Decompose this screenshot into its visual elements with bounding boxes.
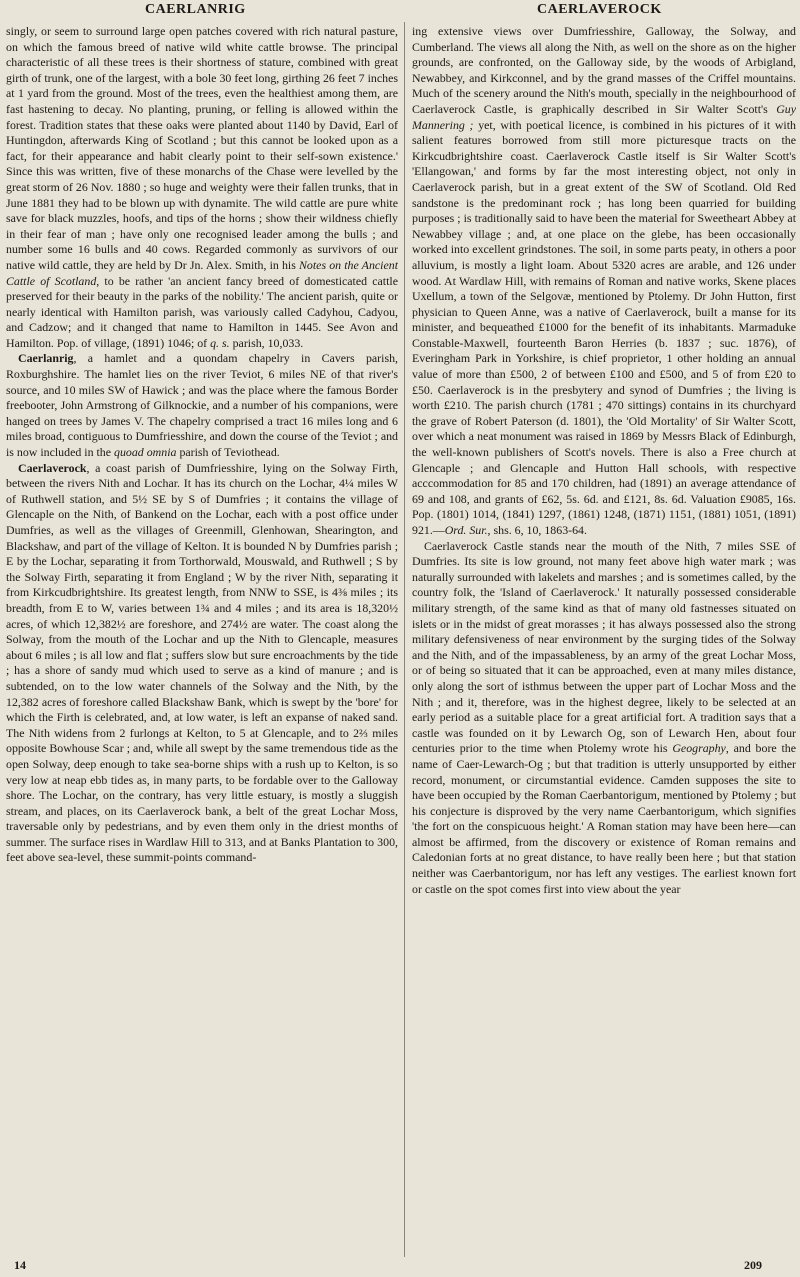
column-divider [404,22,405,1257]
paragraph-castle: Caerlaverock Castle stands near the mouth of the Nith, 7 miles SSE of Dumfries. Its site is low ground, not many feet above high water mark ; was naturally surrounded with lakelets and marshes ; and is sometimes called, by the country folk, the 'Island of Caerlaverock.' It naturally possessed considerable military strength, of the same kind as that of many old fastnesses situated on islets or in the midst of great morasses ; it has always possessed also the strong military defensiveness of near environment by the surging tides of the Solway and the Nith, and of the impassableness, by an army of the great Lochar Moss, or of being so situated that it can be approached, even at many miles distance, only along the sort of isthmus between the upper part of Lochar Moss and the Nith ; and it, therefore, was in the highest degree, likely to be selected at an early period as a suitable place for a great artificial fort. A tradition says that a castle was founded on it by Lewarch Og, son of Lewarch Hen, about four centuries prior to the time when Ptolemy wrote his Geography, and bore the name of Caer-Lewarch-Og ; but that tradition is utterly unsupported by either record, monument, or circumstantial evidence. Camden supposes the site to have been occupied by the Roman Caerbantorigum, mentioned by Ptolemy ; but his conjecture is disproved by the very name Caerbantorigum, which signifies 'the fort on the conspicuous height.' A Roman station may have been here—can almost be affirmed, from the discovery or existence of Roman remains and Caledonian forts at no great distance, to have really been here ; but that station neither was Caerbantorigum, nor has left any vestiges. The earliest known fort or castle on the spot comes first into view about the year [412,538,796,896]
entry-heading: Caerlanrig [18,351,74,366]
header-left: CAERLANRIG [145,2,246,17]
header-right: CAERLAVEROCK [537,2,662,17]
page-number-left: 14 [14,1258,26,1272]
entry-heading: Caerlaverock [18,460,87,475]
paragraph-caerlaverock-cont: ing extensive views over Dumfriesshire, Galloway, the Solway, and Cumberland. The views all along the Nith, as well on the shore as on the higher grounds, are confronted, on the Galloway side, by the woods of Arbigland, Newabbey, and Kirkconnel, and by the grand masses of the Criffel mountains. Much of the scenery around the Nith's mouth, specially in the neighbourhood of Caerlaverock Castle, is graphically described in Sir Walter Scott's Guy Mannering ; yet, with poetical licence, is combined in his pictures of it with salient features borrowed from still more picturesque tracts on the Kirkcudbrightshire coast. Caerlaverock Castle itself is Sir Walter Scott's 'Ellangowan,' and forms by far the most interesting object, not only in Caerlaverock parish, but in a great extent of the SW of Scotland. Old Red sandstone is the predominant rock ; has long been quarried for building purposes ; is traditionally said to have been the material for Sweetheart Abbey at Newabbey village ; and, at one place on the glebe, has been occasionally worked into excellent grindstones. The soil, in some parts peaty, in others a poor alluvium, is mostly a light loam. About 5320 acres are arable, and 126 under wood. At Wardlaw Hill, with remains of Roman and native works, Skene places Uxellum, a town of the Selgovæ, mentioned by Ptolemy. Dr John Hutton, first physician to Queen Anne, was a native of Caerlaverock, built a manse for its minister, and bequeathed £1000 for the benefit of its inhabitants. Marmaduke Constable-Maxwell, fourteenth Baron Herries (b. 1837 ; suc. 1876), of Everingham Park in Yorkshire, is chief proprietor, 1 other holding an annual value of more than £500, 2 of between £100 and £500, and 5 of from £20 to £50. Caerlaverock is in the presbytery and synod of Dumfries ; the living is worth £210. The parish church (1781 ; 470 sittings) contains in its churchyard the grave of Robert Paterson (d. 1801), the 'Old Mortality' of Sir Walter Scott, over which a neat monument was raised in 1869 by Messrs Black of Edinburgh, the well-known publishers of Scott's novels. There is also a Free church at Glencaple ; and Glencaple and Hutton Hall schools, with respective acccommodation for 85 and 170 children, had (1891) an average attendance of 69 and 108, and grants of £62, 5s. 6d. and £121, 8s. 6d. Valuation £9085, 16s. Pop. (1801) 1014, (1841) 1297, (1861) 1248, (1871) 1151, (1881) 1051, (1891) 921.—Ord. Sur., shs. 6, 10, 1863-64. [412,24,796,537]
right-column [412,24,796,1256]
paragraph-chillingham: singly, or seem to surround large open patches covered with rich natural pasture, on which the famous breed of native wild white cattle browse. The principal characteristic of all these trees is their shortness of stature, combined with great girth of trunk, one of the largest, with a bole 30 feet long, girthing 26 feet 7 inches at 1 yard from the ground. Most of the trees, even the healthiest among them, are fast hastening to decay. No planting, pruning, or felling is allowed within the forest. Tradition states that these oaks were planted about 1140 by David, Earl of Huntingdon, afterwards King of Scotland ; but this cannot be looked upon as a fact, for their appearance and habit clearly point to their self-sown existence.' Since this was written, five of these monarchs of the Chase were levelled by the great storm of 26 Nov. 1880 ; so huge and weighty were their fallen trunks, that in June 1881 they had to be blown up with dynamite. The wild cattle are pure white save for black muzzles, hoofs, and tips of the horns ; show their wildness chiefly in their fear of man ; have only one recognised leader among the bulls ; and number some 16 bulls and 40 cows. Regarded commonly as survivors of our native wild cattle, they are held by Dr Jn. Alex. Smith, in his Notes on the Ancient Cattle of Scotland, to be rather 'an ancient fancy breed of domesticated cattle preserved for their beauty in the parks of the nobility.' The ancient parish, quite or nearly identical with Hamilton parish, was variously called Cadyhou, Cadyou, and Cadzow; and it changed that name to Hamilton in 1445. See Avon and Hamilton. Pop. of village, (1891) 1046; of q. s. parish, 10,033. [6,24,398,350]
page-number-right: 209 [744,1258,762,1272]
left-column [6,24,398,1256]
running-header [0,0,800,22]
entry-caerlanrig: Caerlanrig, a hamlet and a quondam chapelry in Cavers parish, Roxburghshire. The hamlet lies on the river Teviot, 6 miles NE of that river's source, and 10 miles SW of Hawick ; and was the place where the famous Border freebooter, John Armstrong of Gilknockie, and a number of his companions, were hanged on trees by James V. The chapelry comprised a tract 16 miles long and 6 miles broad, contiguous to Dumfriesshire, and down the course of the Teviot ; and is now included in the quoad omnia parish of Teviothead. [6,351,398,460]
entry-caerlaverock: Caerlaverock, a coast parish of Dumfriesshire, lying on the Solway Firth, between the rivers Nith and Lochar. It has its church on the Lochar, 4¼ miles W of Ruthwell station, and 5½ SE by S of Dumfries ; it contains the village of Glencaple on the Nith, of Bankend on the Lochar, each with a post office under Dumfries, as well as the villages of Greenmill, Glenhowan, Shearington, and Blackshaw, and part of the village of Kelton. It is bounded N by Dumfries parish ; E by the Lochar, separating it from Torthorwald, Mouswald, and Ruthwell ; S by the Solway Firth, separating it from England ; W by the river Nith, separating it from Kirkcudbrightshire. Its greatest length, from NNW to SSE, is 4⅜ miles ; its breadth, from E to W, varies between 1¾ and 4 miles ; and its area is 18,320½ acres, of which 12,382½ are foreshore, and 274½ are water. The coast along the Solway, from the mouth of the Lochar and up the Nith to Glencaple, measures about 6 miles ; is all low and flat ; suffers slow but sure encroachments by the tide ; has a shore of sandy mud which used to serve as a kind of manure ; and is subtended, on to the low water channels of the Solway and the Nith, by the 12,382 acres of foreshore called Blackshaw Bank, which is swept by the 'bore' for which the Firth is celebrated, and, at low water, is left an expanse of naked sand. The Nith widens from 2 furlongs at Kelton, to 5 at Glencaple, and to 2⅔ miles opposite Bowhouse Scar ; and, while all swept by the same tremendous tide as the open Solway, deep enough to take sea-borne ships with a rush up to Kelton, is so very low at neap ebb tides as, in many parts, to be fordable over to the Galloway shore. The Lochar, on the contrary, has very little estuary, is mostly a sluggish stream, and places, on its Caerlaverock bank, a belt of the great Lochar Moss, traversable only by pedestrians, and by even them only in the driest months of summer. The surface rises in Wardlaw Hill to 313, and at Banks Plantation to 300, feet above sea-level, these summit-points command- [6,460,398,865]
